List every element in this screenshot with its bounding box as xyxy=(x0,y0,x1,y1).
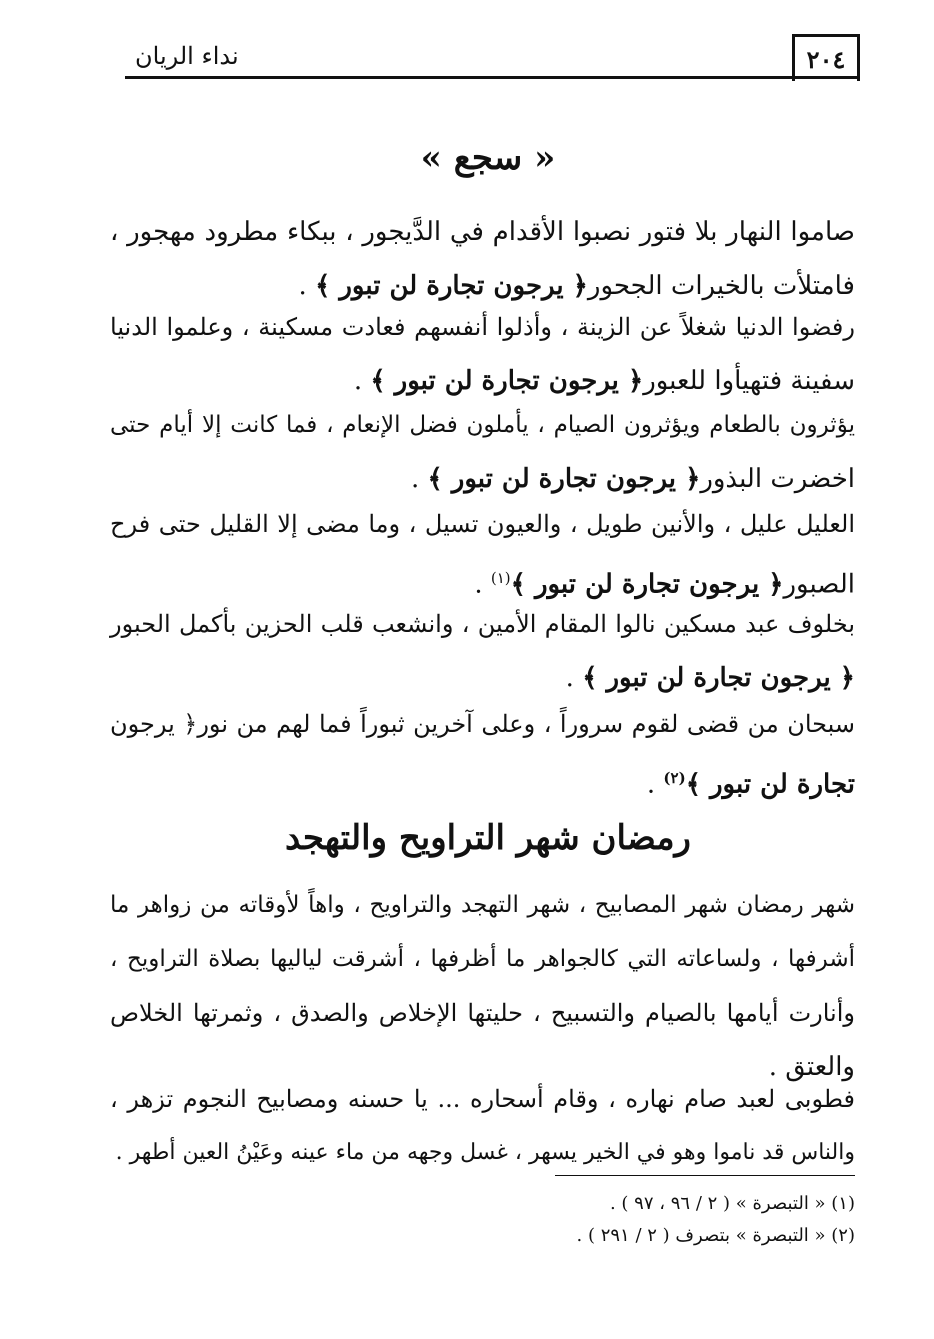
paragraph-5 xyxy=(110,597,855,705)
refrain-text: ﴿ يرجون تجارة لن تبور ﴾ xyxy=(370,366,644,396)
running-title: نداء الريان xyxy=(135,42,239,70)
section-title-ramadan: رمضان شهر التراويح والتهجد xyxy=(285,818,691,858)
paragraph-line: بخلوف عبد مسكين نالوا المقام الأمين ، وانشعب قلب الحزين بأكمل الحبور xyxy=(110,610,855,638)
footnote-separator xyxy=(555,1175,855,1176)
paragraph-line: والناس قد ناموا وهو في الخير يسهر ، غسل وجهه من ماء عينه وعَيْنُ العين أطهر . xyxy=(115,1140,855,1165)
paragraph-line: صاموا النهار بلا فتور نصبوا الأقدام في الدَّيجور ، ببكاء مطرود مهجور ، xyxy=(110,217,855,247)
paragraph-line: الصبور﴿ يرجون تجارة لن تبور ﴾$^{(١)}$ . xyxy=(474,569,855,600)
paragraph-line: تجارة لن تبور ﴾$^{(٢)}$ . xyxy=(646,769,855,800)
paragraph-line: سفينة فتهيأوا للعبور﴿ يرجون تجارة لن تبور ﴾ . xyxy=(353,366,855,396)
refrain-text: ﴿ يرجون تجارة لن تبور ﴾ xyxy=(510,569,784,600)
paragraph-line: العليل عليل ، والأنين طويل ، والعيون تسيل ، وما مضى إلا القليل حتى فرح xyxy=(110,510,855,538)
paragraph-line: والعتق . xyxy=(768,1052,855,1082)
footnote-ref: (٢) xyxy=(663,769,686,787)
paragraph-line: وأنارت أيامها بالصيام والتسبيح ، حليتها الإخلاص والصدق ، وثمرتها الخلاص xyxy=(110,999,855,1027)
header-rule xyxy=(125,76,860,79)
paragraph-line: سبحان من قضى لقوم سروراً ، وعلى آخرين ثبوراً فما لهم من نور﴿ يرجون xyxy=(110,710,855,738)
footnotes xyxy=(110,1188,855,1252)
paragraph-3 xyxy=(110,398,855,506)
paragraph-4 xyxy=(110,497,855,612)
paragraph-line: رفضوا الدنيا شغلاً عن الزينة ، وأذلوا أنفسهم فعادت مسكينة ، وعلموا الدنيا xyxy=(110,313,855,341)
paragraph-line: فامتلأت بالخيرات الجحور﴿ يرجون تجارة لن تبور ﴾ . xyxy=(298,271,855,301)
paragraph-8 xyxy=(110,1072,855,1180)
paragraph-6 xyxy=(110,697,855,812)
paragraph-7 xyxy=(110,878,855,1094)
footnote-1: (١) « التبصرة » ( ٢ / ٩٦ ، ٩٧ ) . xyxy=(609,1193,855,1214)
page-header xyxy=(125,28,860,80)
paragraph-2 xyxy=(110,300,855,408)
footnote-2: (٢) « التبصرة » بتصرف ( ٢ / ٢٩١ ) . xyxy=(576,1225,855,1246)
paragraph-line: اخضرت البذور﴿ يرجون تجارة لن تبور ﴾ . xyxy=(410,464,855,494)
paragraph-1 xyxy=(110,205,855,313)
section-title-saja: « سجع » xyxy=(420,138,556,178)
refrain-text: ﴿ يرجون تجارة لن تبور ﴾ xyxy=(427,464,701,494)
paragraph-line: ﴿ يرجون تجارة لن تبور ﴾ . xyxy=(565,663,855,693)
refrain-text: ﴿ يرجون تجارة لن تبور ﴾ xyxy=(315,271,588,301)
paragraph-line: أشرفها ، ولساعاته التي كالجواهر ما أظرفها ، أشرقت لياليها بصلاة التراويح ، xyxy=(110,946,855,972)
page-number: ٢٠٤ xyxy=(792,34,860,81)
footnote-ref: (١) xyxy=(490,569,511,587)
refrain-text: ﴿ يرجون تجارة لن تبور ﴾ xyxy=(582,663,855,693)
paragraph-line: شهر رمضان شهر المصابيح ، شهر التهجد والتراويح ، واهاً لأوقاته من زواهر ما xyxy=(110,892,855,918)
paragraph-line: فطوبى لعبد صام نهاره ، وقام أسحاره ... يا حسنه ومصابيح النجوم تزهر ، xyxy=(110,1085,855,1113)
paragraph-line: يؤثرون بالطعام ويؤثرون الصيام ، يأملون فضل الإنعام ، فما كانت إلا أيام حتى xyxy=(110,412,855,438)
